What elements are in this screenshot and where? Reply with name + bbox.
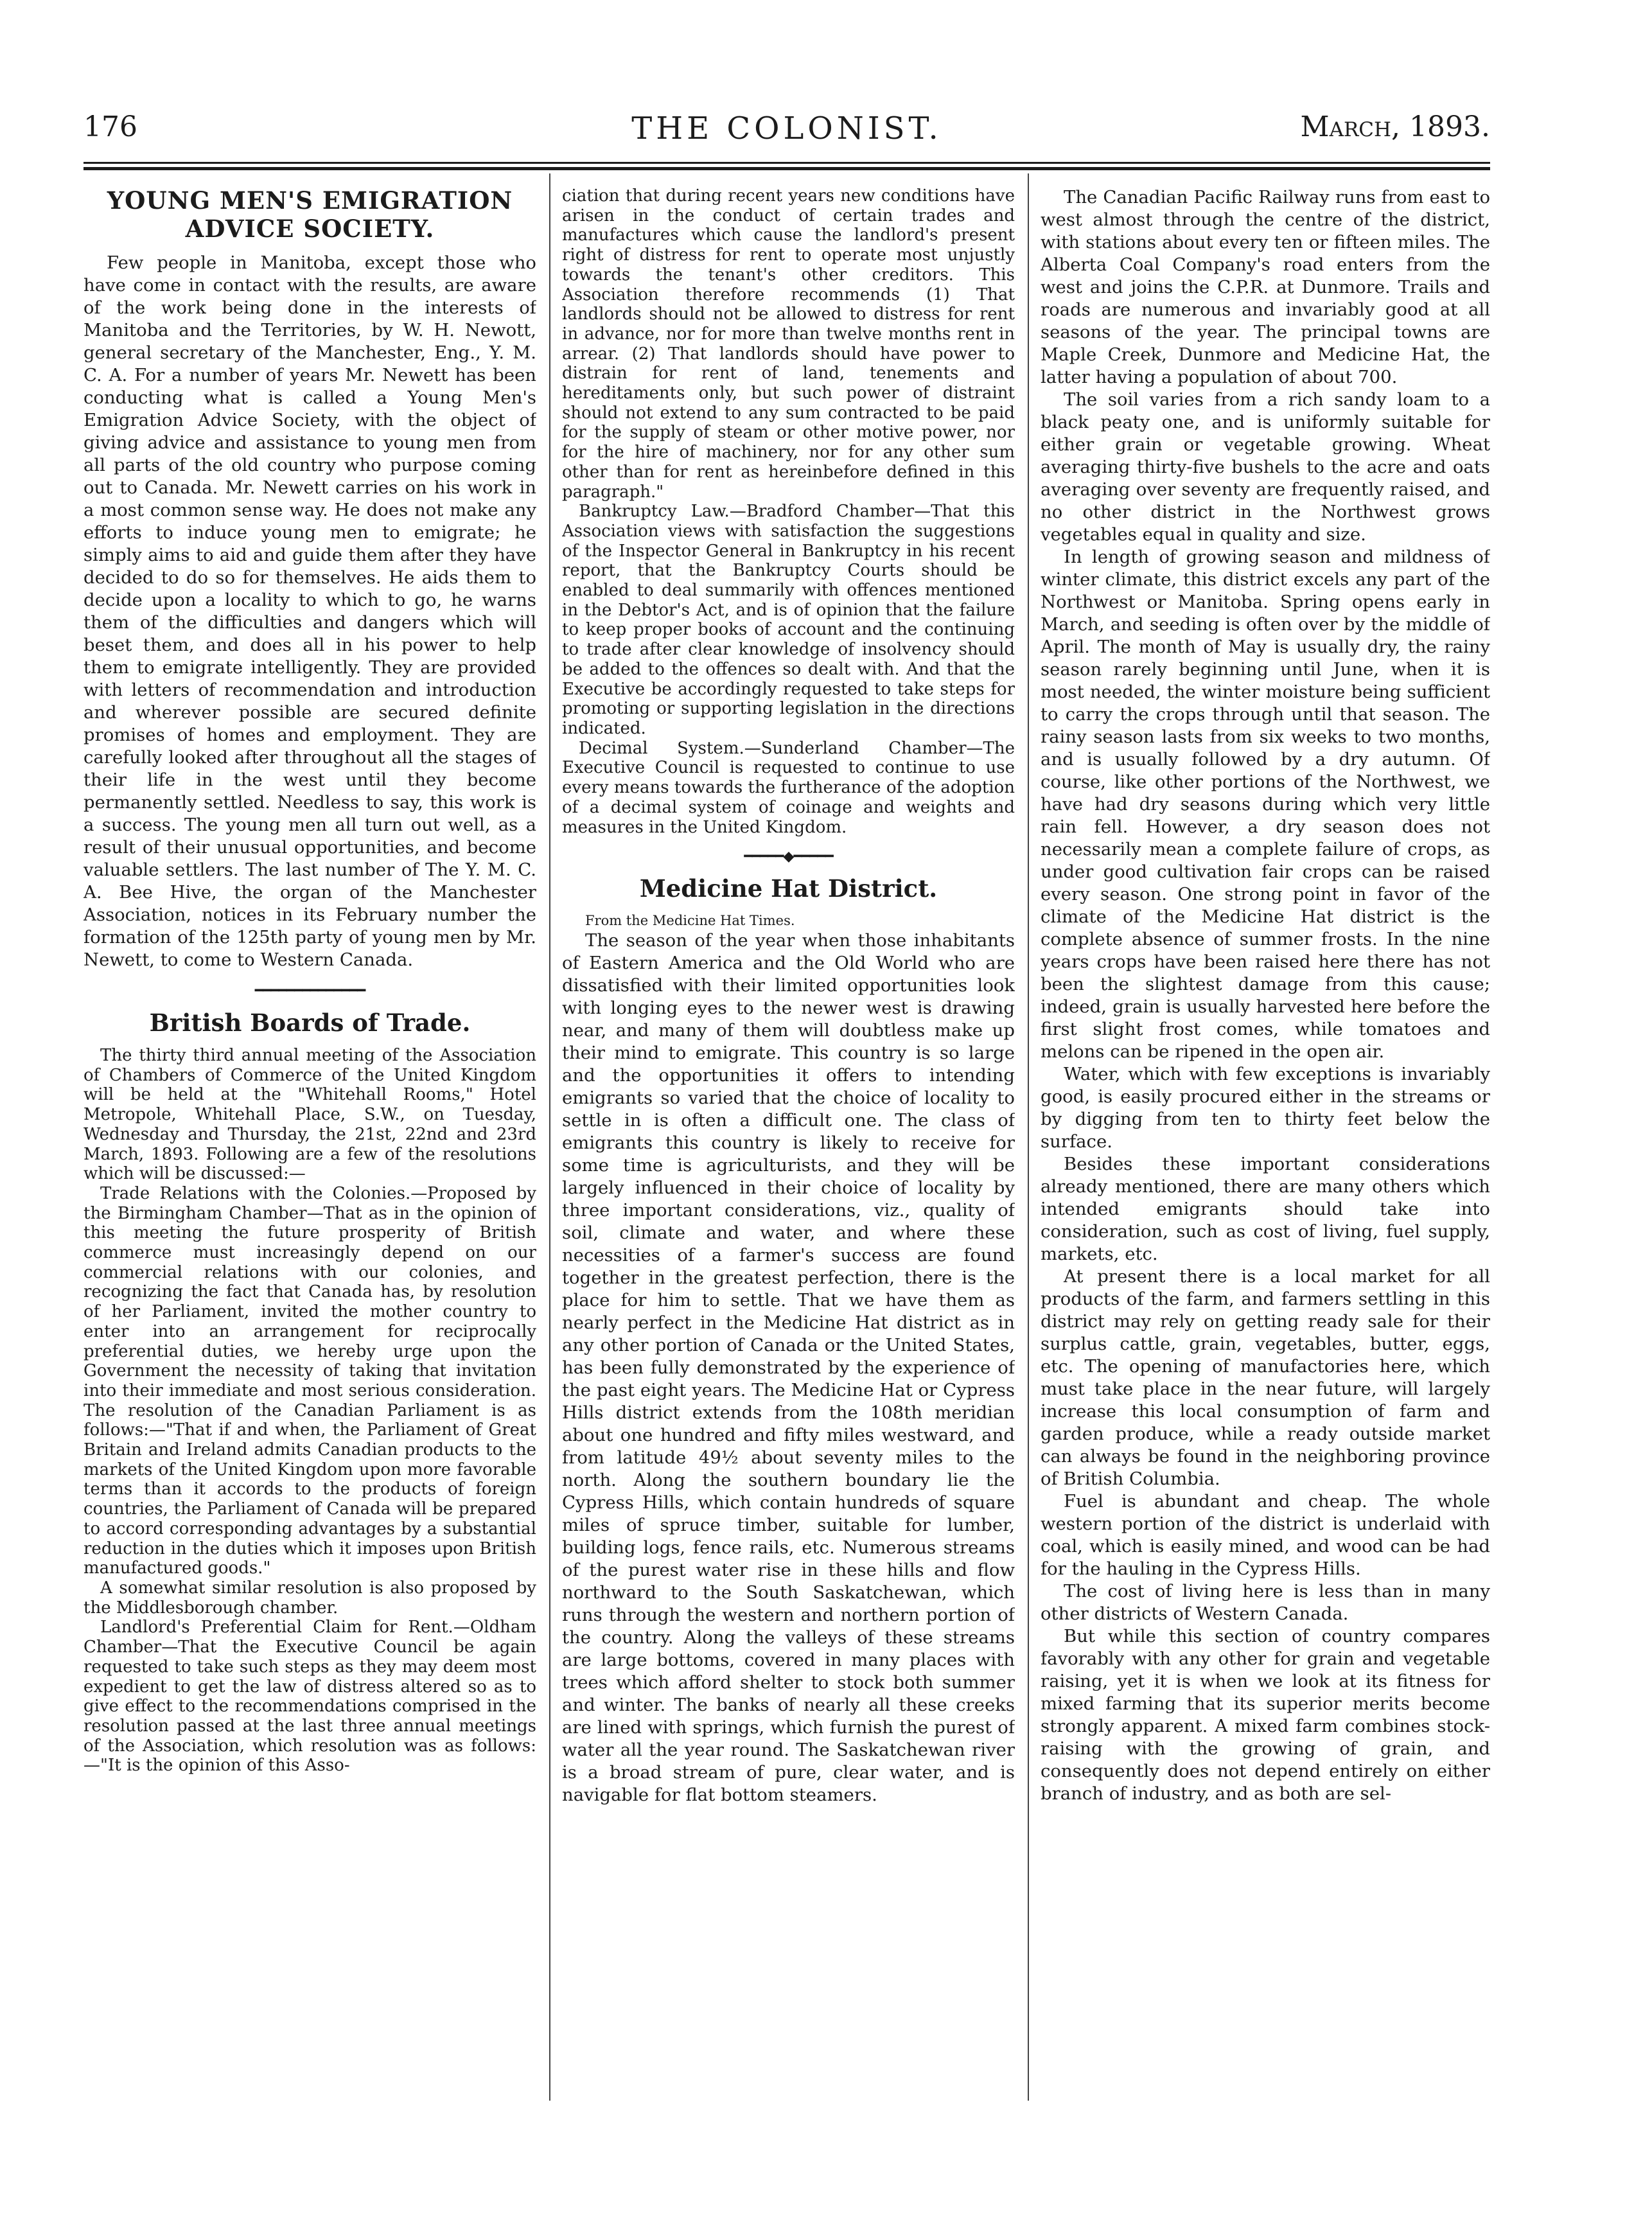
article-title: YOUNG MEN'S EMIGRATION ADVICE SOCIETY. (107, 186, 513, 243)
article-paragraph: But while this section of country compares favorably with any other for grain and vegetable raising, yet it is when we look at its fitness for mixed farming that its superior merits become strongly apparent. A mixed farm combines stock-raising with the growing of grain, and consequently does not depend entirely on either branch of industry, and as both are sel- (1041, 1626, 1490, 1804)
article-paragraph: Water, which with few exceptions is invariably good, is easily procured either in the streams or by digging from ten to thirty feet below the surface. (1041, 1064, 1490, 1152)
column-divider-2 (1028, 173, 1029, 2101)
article-paragraph: Few people in Manitoba, except those who have come in contact with the results, are aware of the work being done in the interests of Manitoba and the Territories, by W. H. Newott, general secretary of the Manchester, Eng., Y. M. C. A. For a number of years Mr. Newett has been conducting what is called a Young Men's Emigration Advice Society, with the object of giving advice and assistance to young men from all parts of the old country who purpose coming out to Canada. Mr. Newett carries on his work in a most common sense way. He does not make any efforts to induce young men to emigrate; he simply aims to aid and guide them after they have decided to do so for themselves. He aids them to decide upon a locality to which to go, he warns them of the difficulties and dangers which will beset them, and does all in his power to help them to emigrate intelligently. They are provided with letters of recommendation and introduction and wherever possible are secured definite promises of homes and employment. They are carefully looked after throughout all the stages of their life in the west until they become permanently settled. Needless to say, this work is a success. The young men all turn out well, as a result of their unusual opportunities, and become valuable settlers. The last number of The Y. M. C. A. Bee Hive, the organ of the Manchester Association, notices in its February number the formation of the 125th party of young men by Mr. Newett, to come to Western Canada. (83, 252, 536, 970)
issue-date: March, 1893. (1300, 110, 1490, 143)
article-boards-of-trade (83, 1009, 536, 1776)
article-emigration-society (83, 186, 536, 971)
article-title: British Boards of Trade. (149, 1009, 471, 1037)
article-paragraph: The Canadian Pacific Railway runs from east to west almost through the centre of the district, with stations about every ten or fifteen miles. The Alberta Coal Company's road enters from the west and joins the C.P.R. at Dunmore. Trails and roads are numerous and invariably good at all seasons of the year. The principal towns are Maple Creek, Dunmore and Medicine Hat, the latter having a population of about 700. (1041, 187, 1490, 387)
article-source: From the Medicine Hat Times. (585, 913, 795, 929)
article-paragraph: The soil varies from a rich sandy loam to a black peaty one, and is uniformly suitable for either grain or vegetable growing. Wheat averaging thirty-five bushels to the acre and oats averaging over seventy are frequently raised, and no other district in the Northwest grows vegetables equal in quality and size. (1041, 389, 1490, 545)
article-paragraph: The thirty third annual meeting of the Association of Chambers of Commerce of the United Kingdom will be held at the "Whitehall Rooms," Hotel Metropole, Whitehall Place, S.W., on Tuesday, Wednesday and Thursday, the 21st, 22nd and 23rd March, 1893. Following are a few of the resolutions which will be discussed:— (83, 1046, 536, 1184)
article-paragraph: Trade Relations with the Colonies.—Proposed by the Birmingham Chamber—That as in the opinion of this meeting the future prosperity of British commerce must increasingly depend on our commercial relations with our colonies, and recognizing the fact that Canada has, by resolution of her Parliament, invited the mother country to enter into an arrangement for reciprocally preferential duties, we hereby urge upon the Government the necessity of taking that invitation into their immediate and most serious consideration. The resolution of the Canadian Parliament is as follows:—"That if and when, the Parliament of Great Britain and Ireland admits Canadian products to the markets of the United Kingdom upon more favorable terms than it accords to the products of foreign countries, the Parliament of Canada will be prepared to accord corresponding advantages by a substantial reduction in the duties which it imposes upon British manufactured goods." (83, 1183, 536, 1578)
header-rule-top (83, 162, 1490, 164)
article-medicine-hat (562, 874, 1015, 1806)
article-paragraph: Fuel is abundant and cheap. The whole western portion of the district is underlaid with coal, which is easily mined, and wood can be had for the hauling in the Cypress Hills. (1041, 1491, 1490, 1579)
article-paragraph: Besides these important considerations already mentioned, there are many others which intended emigrants should take into consideration, such as cost of living, fuel supply, markets, etc. (1041, 1154, 1490, 1264)
column-2 (562, 186, 1015, 2166)
article-title: Medicine Hat District. (639, 874, 938, 903)
page-number: 176 (83, 110, 137, 143)
section-separator: ━━━━━━━━━━━━━━ (254, 983, 365, 999)
article-paragraph: Bankruptcy Law.—Bradford Chamber—That this Association views with satisfaction the suggestions of the Inspector General in Bankruptcy in his recent report, that the Bankruptcy Courts should be enabled to deal summarily with offences mentioned in the Debtor's Act, and is of opinion that the failure to keep proper books of account and the continuing to trade after clear knowledge of insolvency should be added to the offences so dealt with. And that the Executive be accordingly requested to take steps for promoting or supporting legislation in the directions indicated. (562, 502, 1015, 738)
column-1 (83, 186, 536, 2166)
column-divider-1 (549, 173, 550, 2101)
article-medicine-hat-continued (1041, 186, 1490, 1805)
article-paragraph: Landlord's Preferential Claim for Rent.—Oldham Chamber—That the Executive Council be again requested to take such steps as they may deem most expedient to get the law of distress altered so as to give effect to the recommendations comprised in the resolution passed at the last three annual meetings of the Association, which resolution was as follows:—"It is the opinion of this Asso- (83, 1618, 536, 1776)
article-paragraph: A somewhat similar resolution is also proposed by the Middlesborough chamber. (83, 1578, 536, 1618)
page-header (83, 110, 1490, 155)
article-paragraph: In length of growing season and mildness of winter climate, this district excels any part of the Northwest or Manitoba. Spring opens early in March, and seeding is often over by the middle of April. The month of May is usually dry, the rainy season rarely beginning until June, when it is most needed, the winter moisture being sufficient to carry the crops through until that season. The rainy season lasts from six weeks to two months, and is usually followed by a dry autumn. Of course, like other portions of the Northwest, we have had dry seasons during which very little rain fell. However, a dry season does not necessarily mean a complete failure of crops, as under good cultivation fair crops can be raised every season. One strong point in favor of the climate of the Medicine Hat district is the complete absence of summer frosts. In the nine years crops have been raised here there has not been the slightest damage from this cause; indeed, grain is usually harvested here before the first slight frost comes, while tomatoes and melons can be ripened in the open air. (1041, 547, 1490, 1062)
article-paragraph: At present there is a local market for all products of the farm, and farmers settling in this district may rely on getting ready sale for their surplus cattle, grain, vegetables, butter, eggs, etc. The opening of manufactories here, which must take place in the near future, will largely increase this local consumption of farm and garden produce, while a ready outside market can always be found in the neighboring province of British Columbia. (1041, 1266, 1490, 1489)
section-separator: ━━━━━◆━━━━━ (744, 849, 833, 865)
publication-title: THE COLONIST. (631, 110, 942, 146)
column-3 (1041, 186, 1490, 2166)
article-boards-of-trade-continued (562, 186, 1015, 837)
article-paragraph: Decimal System.—Sunderland Chamber—The Executive Council is requested to continue to use every means towards the furtherance of the adoption of a decimal system of coinage and weights and measures in the United Kingdom. (562, 738, 1015, 837)
article-paragraph: The cost of living here is less than in many other districts of Western Canada. (1041, 1581, 1490, 1624)
article-paragraph: ciation that during recent years new conditions have arisen in the conduct of certain trades and manufactures which cause the landlord's present right of distress for rent to operate most unjustly towards the tenant's other creditors. This Association therefore recommends (1) That landlords should not be allowed to distress for rent in advance, nor for more than twelve months rent in arrear. (2) That landlords should have power to distrain for rent of land, tenements and hereditaments only, but such power of distraint should not extend to any sum contracted to be paid for the supply of steam or other motive power, nor for the hire of machinery, nor for any other sum other than for rent as hereinbefore defined in this paragraph." (562, 186, 1015, 502)
article-paragraph: The season of the year when those inhabitants of Eastern America and the Old World who are dissatisfied with their limited opportunities look with longing eyes to the newer west is drawing near, and many of them will doubtless make up their mind to emigrate. This country is so large and the opportunities it offers to intending emigrants so varied that the choice of locality to settle in is often a difficult one. The class of emigrants this country is likely to receive for some time is agriculturists, and they will be largely influenced in their choice of locality by three important considerations, viz., quality of soil, climate and water, and where these necessities of a farmer's success are found together in the greatest perfection, there is the place for him to settle. That we have them as nearly perfect in the Medicine Hat district as in any other portion of Canada or the United States, has been fully demonstrated by the experience of the past eight years. The Medicine Hat or Cypress Hills district extends from the 108th meridian about one hundred and fifty miles westward, and from latitude 49½ about seventy miles to the north. Along the southern boundary lie the Cypress Hills, which contain hundreds of square miles of spruce timber, suitable for lumber, building logs, fence rails, etc. Numerous streams of the purest water rise in these hills and flow northward to the South Saskatchewan, which runs through the western and northern portion of the country. Along the valleys of these streams are large bottoms, covered in many places with trees which afford shelter to stock both summer and winter. The banks of nearly all these creeks are lined with springs, which furnish the purest of water all the year round. The Saskatchewan river is a broad stream of pure, clear water, and is navigable for flat bottom steamers. (562, 930, 1015, 1806)
header-rule-bottom (83, 167, 1490, 170)
